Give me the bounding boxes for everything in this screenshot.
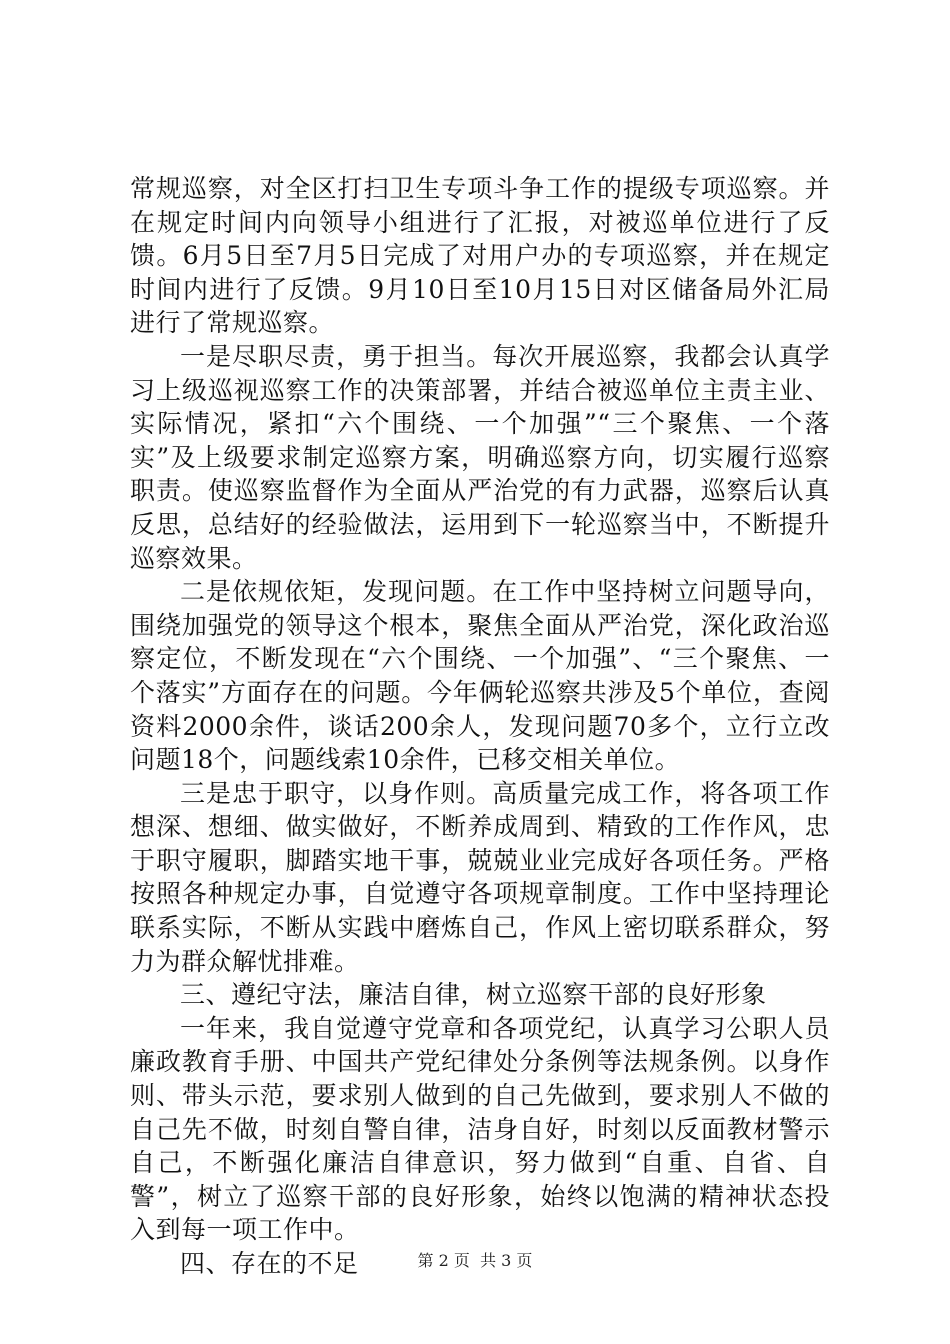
section-heading-three: 三、遵纪守法，廉洁自律，树立巡察干部的良好形象 <box>180 980 767 1010</box>
page-number-footer: 第 2 页 共 3 页 <box>417 1251 533 1270</box>
section-heading-four: 四、存在的不足 <box>180 1249 359 1278</box>
paragraph-integrity: 一年来，我自觉遵守党章和各项党纪，认真学习公职人员廉政教育手册、中国共产党纪律处分条例等法规条例。以身作则、带头示范，要求别人做到的自己先做到，要求别人不做的自己先不做，时刻自警自律，洁身自好，时刻以反面教材警示自己，不断强化廉洁自律意识，努力做到“自重、自省、自警”，树立了巡察干部的良好形象，始终以饱满的精神状态投入到每一项工作中。 <box>130 1013 830 1245</box>
paragraph-inspection-summary: 常规巡察，对全区打扫卫生专项斗争工作的提级专项巡察。并在规定时间内向领导小组进行了汇报，对被巡单位进行了反馈。6月5日至7月5日完成了对用户办的专项巡察，并在规定时间内进行了反馈。9月10日至10月15日对区储备局外汇局进行了常规巡察。 <box>130 174 830 338</box>
document-body <box>130 172 830 1281</box>
paragraph-point-one: 一是尽职尽责，勇于担当。每次开展巡察，我都会认真学习上级巡视巡察工作的决策部署，并结合被巡单位主责主业、实际情况，紧扣“六个围绕、一个加强”“三个聚焦、一个落实”及上级要求制定巡察方案，明确巡察方向，切实履行巡察职责。使巡察监督作为全面从严治党的有力武器，巡察后认真反思，总结好的经验做法，运用到下一轮巡察当中，不断提升巡察效果。 <box>130 341 830 573</box>
paragraph-point-three: 三是忠于职守，以身作则。高质量完成工作，将各项工作想深、想细、做实做好，不断养成周到、精致的工作作风，忠于职守履职，脚踏实地干事，兢兢业业完成好各项任务。严格按照各种规定办事，自觉遵守各项规章制度。工作中坚持理论联系实际，不断从实践中磨炼自己，作风上密切联系群众，努力为群众解忧排难。 <box>130 778 830 976</box>
paragraph-point-two: 二是依规依矩，发现问题。在工作中坚持树立问题导向，围绕加强党的领导这个根本，聚焦全面从严治党，深化政治巡察定位，不断发现在“六个围绕、一个加强”、“三个聚焦、一个落实”方面存在的问题。今年俩轮巡察共涉及5个单位，查阅资料2000余件，谈话200余人，发现问题70多个，立行立改问题18个，问题线索10余件，已移交相关单位。 <box>130 577 830 775</box>
